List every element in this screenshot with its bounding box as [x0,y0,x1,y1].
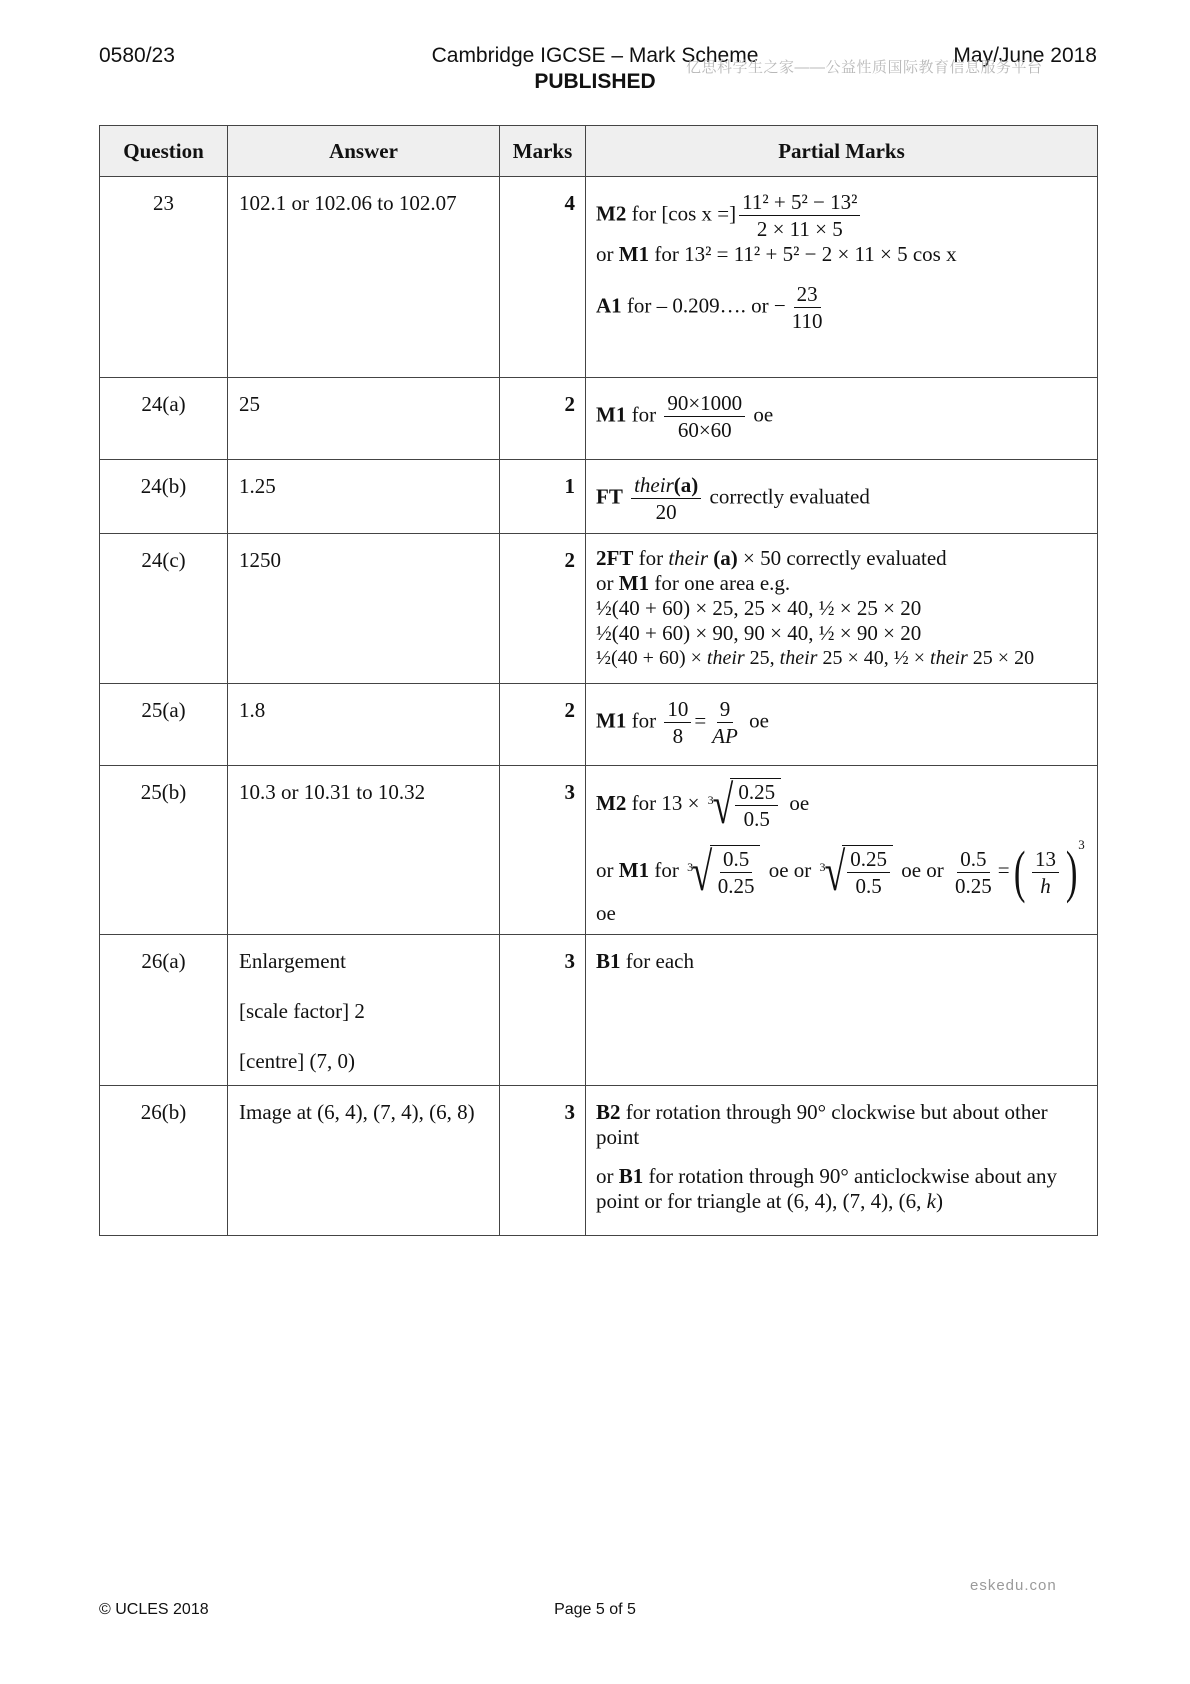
answer: 10.3 or 10.31 to 10.32 [228,766,500,935]
marks: 2 [500,534,586,684]
question-number: 23 [100,177,228,378]
header-marks: Marks [500,126,586,177]
header-answer: Answer [228,126,500,177]
answer: Enlargement [scale factor] 2 [centre] (7, 0) [228,935,500,1086]
partial-marks: M1 for $\frac{10}{8}$ = $\frac{9}{AP}$ oe [586,684,1098,766]
partial-marks: M2 for 13 × 3 √ $\frac{0.25}{0.5}$ oe or M1 for 3 √ $\frac{0.5}{0.25}$ oe or 3 √ $\frac{0.25}{0.5}$ oe or $\frac{0.5}{0.25}$ =( $\frac{13}{h}$ )$^3$ oe [586,766,1098,935]
answer: 102.1 or 102.06 to 102.07 [228,177,500,378]
answer: 1.8 [228,684,500,766]
watermark: 亿思科学生之家——公益性质国际教育信息服务平台 [686,59,1043,76]
question-number: 25(b) [100,766,228,935]
question-number: 25(a) [100,684,228,766]
page-number: Page 5 of 5 [554,1601,636,1618]
marks: 3 [500,1086,586,1236]
marks: 2 [500,684,586,766]
table-row [100,1086,1098,1236]
partial-marks: B1 for each [586,935,1098,1086]
marks: 2 [500,378,586,460]
partial-marks: 2FT for their (a) × 50 correctly evaluated or M1 for one area e.g. ½(40 + 60) × 25, 25 × 40, ½ × 25 × 20 ½(40 + 60) × 90, 90 × 40, ½ × 90 × 20 ½(40 + 60) × their 25, their 25 × 40, ½ × their 25 × 20 [586,534,1098,684]
table-row [100,460,1098,534]
question-number: 26(a) [100,935,228,1086]
document-title: Cambridge IGCSE – Mark Scheme [431,44,759,67]
marks: 4 [500,177,586,378]
published-label: PUBLISHED [534,70,656,93]
answer: 25 [228,378,500,460]
paper-code: 0580/23 [99,44,175,67]
table-row [100,177,1098,378]
partial-marks: FT $\frac{\text{their(a)}}{20}$ correctly evaluated [586,460,1098,534]
header-partial-marks: Partial Marks [586,126,1098,177]
mark-scheme-table [99,125,1098,1236]
partial-marks: M1 for $\frac{90\times 1000}{60\times 60}$ oe [586,378,1098,460]
exam-session: May/June 2018 [953,44,1097,67]
partial-marks: B2 for rotation through 90° clockwise but about other point or B1 for rotation through 90° anticlockwise about any point or for triangle at (6, 4), (7, 4), (6, k) [586,1086,1098,1236]
answer: 1.25 [228,460,500,534]
table-row [100,684,1098,766]
answer: Image at (6, 4), (7, 4), (6, 8) [228,1086,500,1236]
question-number: 24(b) [100,460,228,534]
question-number: 26(b) [100,1086,228,1236]
partial-marks: M2 for [cos x =] $\frac{\text{11² + 5² − 13²}}{2 \times 11 \times 5}$ or M1 for 13² = 11² + 5² − 2 × 11 × 5 cos x A1 for – 0.209…. or − $\frac{23}{110}$ [586,177,1098,378]
copyright: © UCLES 2018 [99,1601,209,1618]
table-row [100,935,1098,1086]
table-header-row [100,126,1098,177]
site-watermark: eskedu.con [970,1577,1057,1594]
question-number: 24(c) [100,534,228,684]
marks: 3 [500,935,586,1086]
marks: 3 [500,766,586,935]
answer: 1250 [228,534,500,684]
header-question: Question [100,126,228,177]
table-row [100,378,1098,460]
table-row [100,534,1098,684]
marks: 1 [500,460,586,534]
table-row [100,766,1098,935]
question-number: 24(a) [100,378,228,460]
